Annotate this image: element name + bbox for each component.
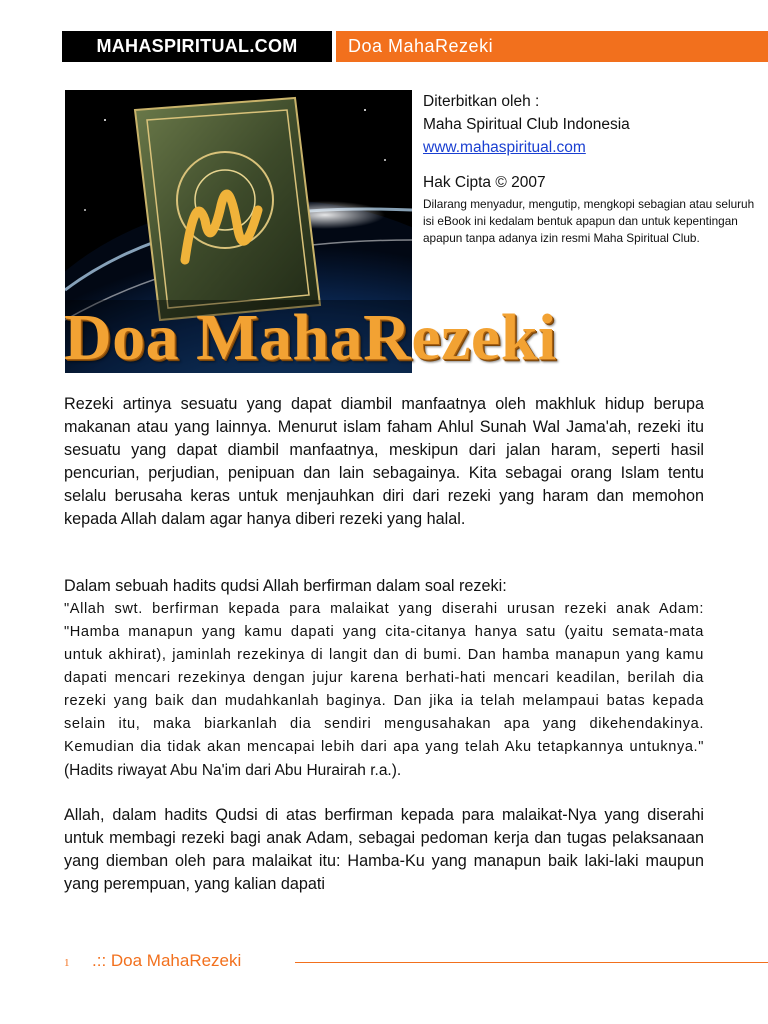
copyright-notice: Dilarang menyadur, mengutip, mengkopi sebagian atau seluruh isi eBook ini kedalam bentuk apapun dan untuk kepentingan apapun tanpa adanya izin resmi Maha Spiritual Club. [423, 197, 755, 245]
published-by-label: Diterbitkan oleh : [423, 93, 540, 110]
hadith-source: (Hadits riwayat Abu Na'im dari Abu Hurairah r.a.). [64, 762, 402, 779]
paragraph-3: Allah, dalam hadits Qudsi di atas berfirman kepada para malaikat-Nya yang diserahi untuk membagi rezeki bagi anak Adam, sebagai pedoman kerja dan tugas pelaksanaan yang diemban oleh para malaikat itu: Hamba-Ku yang manapun baik laki-laki maupun yang perempuan, yang kalian dapati [64, 806, 704, 893]
paragraph-2 [64, 575, 704, 783]
copyright-text: Hak Cipta © 2007 [423, 174, 546, 191]
hadith-quote: "Allah swt. berfirman kepada para malaikat yang diserahi urusan rezeki anak Adam: "Hamba manapun yang kamu dapati yang cita-citanya hanya satu (yaitu semata-mata untuk akhirat), jaminlah rezekinya di langit dan di bumi. Dan hamba manapun yang kamu dapati mencari rezekinya dengan jujur karena berhati-hati mencari keadilan, berilah dia rezeki yang baik dan mudahkanlah baginya. Dan jika ia telah melampaui batas kepada selain itu, maka biarkanlah dia sendiri mengusahakan apa yang dikehendakinya. Kemudian dia tidak akan mencapai lebih dari apa yang telah Aku tetapkannya untuknya." [64, 601, 704, 755]
page-number: 1 [64, 957, 70, 969]
footer-title: .:: Doa MahaRezeki [92, 951, 242, 970]
publisher-website-link[interactable]: www.mahaspiritual.com [423, 139, 586, 156]
hadith-intro: Dalam sebuah hadits qudsi Allah berfirman dalam soal rezeki: [64, 577, 507, 595]
hadith-quote-block [64, 598, 704, 783]
footer-divider [295, 962, 768, 963]
cover-title: Doa MahaRezeki [64, 301, 557, 374]
document-title-banner: Doa MahaRezeki [336, 31, 768, 62]
publisher-info [423, 90, 763, 247]
site-name-banner: MAHASPIRITUAL.COM [62, 31, 332, 62]
publisher-name: Maha Spiritual Club Indonesia [423, 116, 630, 133]
paragraph-1: Rezeki artinya sesuatu yang dapat diambil manfaatnya oleh makhluk hidup berupa makanan atau yang lainnya. Menurut islam faham Ahlul Sunah Wal Jama'ah, rezeki itu sesuatu yang dapat diambil manfaatnya, meskipun dari jalan haram, seperti hasil pencurian, perjudian, penipuan dan lain sebagainya. Kita sebagai orang Islam tentu selalu berusaha keras untuk menjauhkan diri dari rezeki yang haram dan memohon kepada Allah dalam agar hanya diberi rezeki yang halal. [64, 395, 704, 528]
